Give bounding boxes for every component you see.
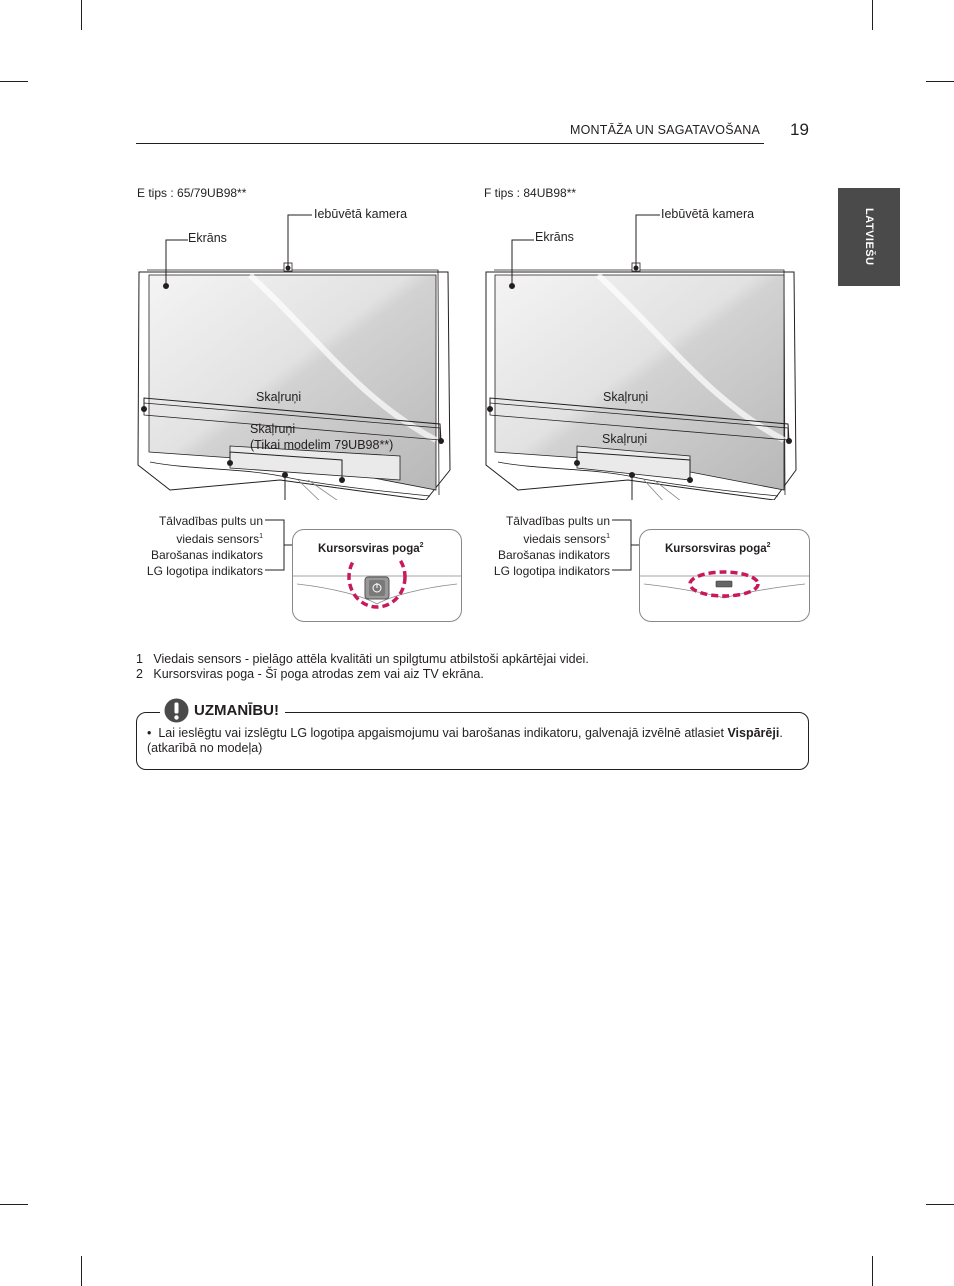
- joystick-detail: [292, 529, 462, 622]
- label-speakers-2: Skaļruņi: [250, 422, 296, 436]
- crop-mark: [926, 1204, 954, 1205]
- crop-mark: [0, 1204, 28, 1205]
- caution-text: • Lai ieslēgtu vai izslēgtu LG logotipa apgaismojumu vai barošanas indikatoru, galvenajā izvēlnē atlasiet Vispārēji. (atkarībā no modeļa): [147, 726, 783, 755]
- joystick-detail: [639, 529, 810, 622]
- label-speakers-note: (Tikai modelim 79UB98**): [250, 438, 394, 452]
- label-screen: Ekrāns: [535, 230, 574, 244]
- language-tab: LATVIEŠU: [838, 188, 900, 286]
- callout-bracket: [611, 515, 641, 575]
- footnote-1: 1 Viedais sensors - pielāgo attēla kvalitāti un spilgtumu atbilstoši apkārtējai videi.: [136, 652, 589, 666]
- label-remote-sensor: Tālvadības pults un viedais sensors$^1$ Barošanas indikators LG logotipa indikators: [493, 514, 610, 578]
- joystick-label: Kursorsviras poga$^2$: [665, 542, 771, 555]
- figure-title: F tips : 84UB98**: [484, 186, 577, 200]
- label-remote-sensor: Tālvadības pults un viedais sensors$^1$ Barošanas indikators LG logotipa indikators: [146, 514, 263, 578]
- exclamation-icon: [164, 698, 189, 723]
- bullet: •: [147, 726, 152, 740]
- crop-mark: [872, 1256, 873, 1286]
- callout-bracket: [264, 515, 294, 575]
- crop-mark: [81, 0, 82, 30]
- tv-drawing-f: [478, 200, 818, 500]
- label-speakers: Skaļruņi: [603, 390, 649, 404]
- caution-header: [160, 697, 285, 723]
- label-camera: Iebūvētā kamera: [314, 207, 408, 221]
- crop-mark: [926, 81, 954, 82]
- caution-title: UZMANĪBU!: [194, 701, 279, 719]
- page-number: 19: [790, 120, 809, 139]
- tv-drawing-e: [130, 200, 470, 500]
- section-title: MONTĀŽA UN SAGATAVOŠANA: [570, 123, 761, 137]
- crop-mark: [872, 0, 873, 30]
- header-rule: [136, 143, 764, 144]
- crop-mark: [0, 81, 28, 82]
- label-screen: Ekrāns: [188, 231, 227, 245]
- joystick-drawing: [293, 560, 461, 620]
- footnote-2: 2 Kursorsviras poga - Šī poga atrodas zem vai aiz TV ekrāna.: [136, 667, 484, 681]
- label-speakers: Skaļruņi: [256, 390, 302, 404]
- label-speakers-2: Skaļruņi: [602, 432, 648, 446]
- figure-title: E tips : 65/79UB98**: [137, 186, 247, 200]
- joystick-label: Kursorsviras poga$^2$: [318, 542, 424, 555]
- label-camera: Iebūvētā kamera: [661, 207, 755, 221]
- joystick-drawing: [640, 560, 809, 620]
- crop-mark: [81, 1256, 82, 1286]
